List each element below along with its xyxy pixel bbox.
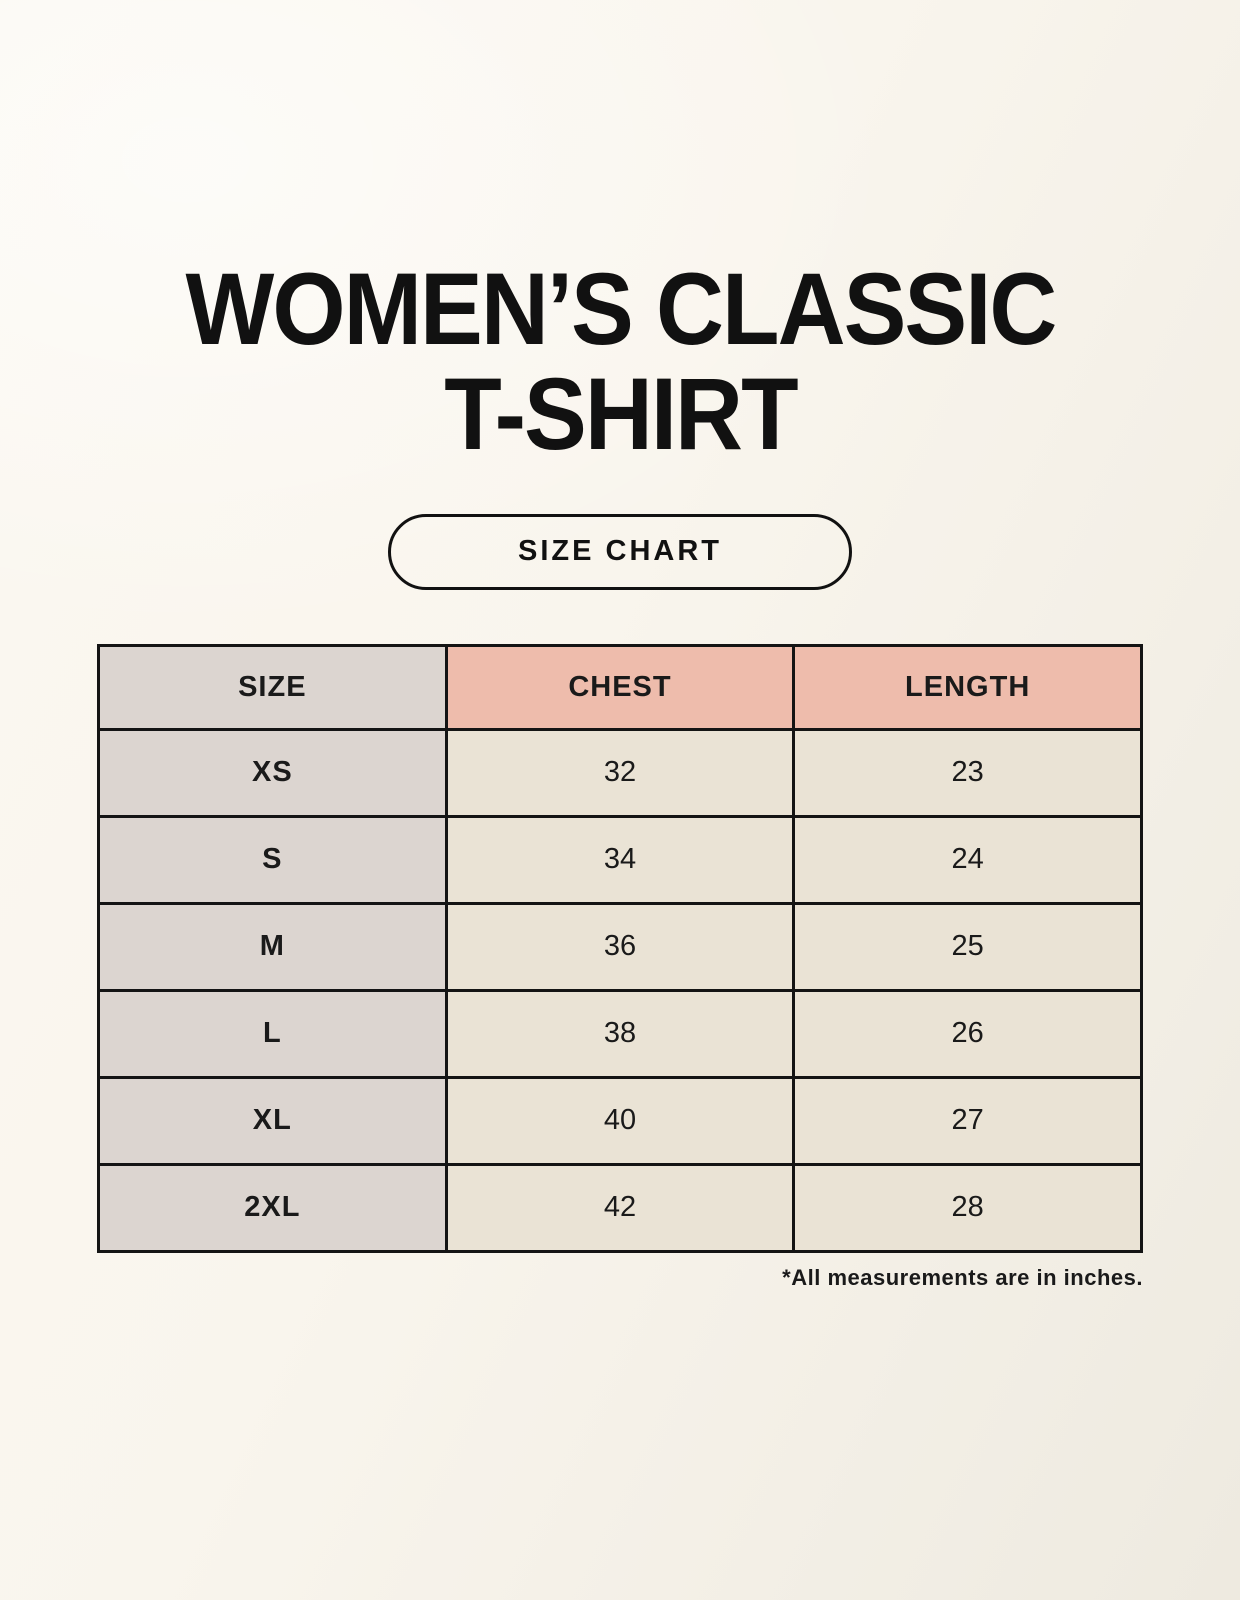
measurements-footnote: *All measurements are in inches. — [782, 1264, 1143, 1290]
table-row — [99, 1164, 1142, 1251]
length-cell: 26 — [794, 990, 1142, 1077]
size-cell: 2XL — [99, 1164, 447, 1251]
length-cell: 27 — [794, 1077, 1142, 1164]
table-header-row — [99, 645, 1142, 729]
column-header-length: LENGTH — [794, 645, 1142, 729]
table-row — [99, 816, 1142, 903]
page-title — [185, 251, 1055, 472]
footnote-container — [97, 1265, 1143, 1291]
chest-cell: 32 — [446, 729, 794, 816]
table-row — [99, 903, 1142, 990]
page-title-line2: T-SHIRT — [443, 356, 797, 472]
page-title-line1: WOMEN’S CLASSIC — [185, 251, 1055, 367]
length-cell: 23 — [794, 729, 1142, 816]
chest-cell: 40 — [446, 1077, 794, 1164]
chest-cell: 36 — [446, 903, 794, 990]
table-row — [99, 729, 1142, 816]
table-row — [99, 1077, 1142, 1164]
length-cell: 28 — [794, 1164, 1142, 1251]
size-chart-button-label: SIZE CHART — [518, 535, 722, 568]
length-cell: 25 — [794, 903, 1142, 990]
size-cell: XS — [99, 729, 447, 816]
size-cell: L — [99, 990, 447, 1077]
length-cell: 24 — [794, 816, 1142, 903]
size-chart-table — [97, 644, 1143, 1253]
chest-cell: 38 — [446, 990, 794, 1077]
column-header-size: SIZE — [99, 645, 447, 729]
size-cell: S — [99, 816, 447, 903]
size-chart-button[interactable] — [388, 514, 852, 590]
column-header-chest: CHEST — [446, 645, 794, 729]
table-row — [99, 990, 1142, 1077]
chest-cell: 34 — [446, 816, 794, 903]
chest-cell: 42 — [446, 1164, 794, 1251]
size-cell: M — [99, 903, 447, 990]
size-cell: XL — [99, 1077, 447, 1164]
